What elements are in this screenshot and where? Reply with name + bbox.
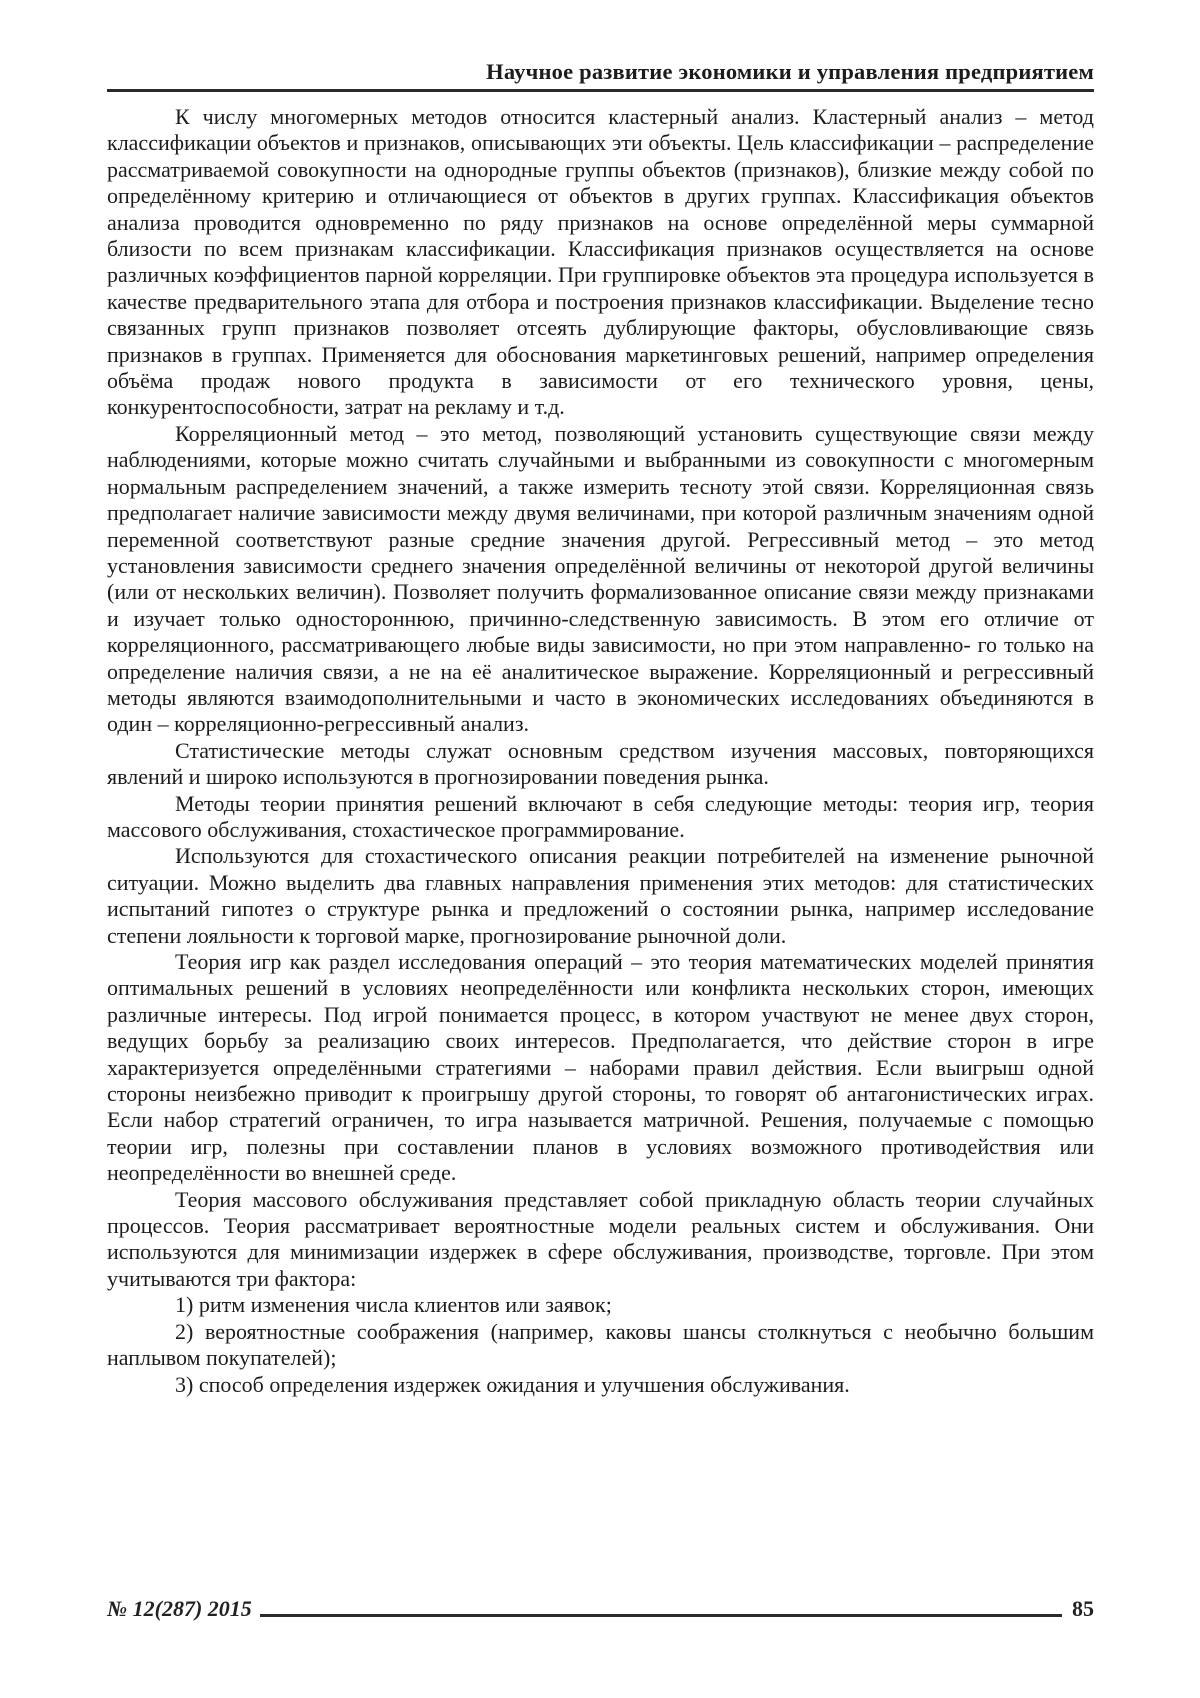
page-footer [107, 1596, 1094, 1622]
footer-rule [260, 1614, 1062, 1617]
page-number: 85 [1072, 1596, 1094, 1621]
list-item-2: 2) вероятностные соображения (например, каковы шансы столкнуться с необычно большим наплывом покупателей); [107, 1318, 1094, 1371]
list-item-1: 1) ритм изменения числа клиентов или заявок; [175, 1292, 612, 1318]
running-header-title: Научное развитие экономики и управления предприятием [486, 59, 1094, 84]
journal-issue-number: № 12(287) 2015 [107, 1596, 252, 1621]
article-body [107, 104, 1094, 1398]
paragraph-queueing-theory: Теория массового обслуживания представляет собой прикладную область теории случайных процессов. Теория рассматривает вероятностные модели реальных систем и обслуживания. Они используются для минимизации издержек в сфере обслуживания, производстве, торговле. При этом учитываются три фактора: [107, 1186, 1094, 1291]
page-content [107, 58, 1094, 1398]
paragraph-game-theory: Теория игр как раздел исследования операций – это теория математических моделей принятия оптимальных решений в условиях неопределённости или конфликта нескольких сторон, имеющих различные интересы. Под игрой понимается процесс, в котором участвуют не менее двух сторон, ведущих борьбу за реализацию своих интересов. Предполагается, что действие сторон в игре характеризуется определёнными стратегиями – наборами правил действия. Если выигрыш одной стороны неизбежно приводит к проигрышу другой стороны, то говорят об антагонистических играх. Если набор стратегий ограничен, то игра называется матричной. Решения, получаемые с помощью теории игр, полезны при составлении планов в условиях возможного противодействия или неопределённости во внешней среде. [107, 949, 1094, 1186]
paragraph-correlation-method: Корреляционный метод – это метод, позволяющий установить существующие связи между наблюдениями, которые можно считать случайными и выбранными из совокупности с многомерным нормальным распределением значений, а также измерить тесноту этой связи. Корреляционная связь предполагает наличие зависимости между двумя величинами, при которой различным значениям одной переменной соответствуют разные средние значения другой. Регрессивный метод – это метод установления зависимости среднего значения определённой величины от некоторой другой величины (или от нескольких величин). Позволяет получить формализованное описание связи между признаками и изучает только одностороннюю, причинно-следственную зависимость. В этом его отличие от корреляционного, рассматривающего любые виды зависимости, но при этом направленно- го только на определение наличия связи, а не на её аналитическое выражение. Корреляционный и регрессивный методы являются взаимодополнительными и часто в экономических исследованиях объединяются в один – корреляционно-регрессивный анализ. [107, 420, 1094, 737]
list-item-3: 3) способ определения издержек ожидания и улучшения обслуживания. [175, 1371, 850, 1397]
running-header [107, 58, 1094, 92]
paragraph-statistical-methods: Статистические методы служат основным средством изучения массовых, повторяющихся явлений и широко используются в прогнозировании поведения рынка. [107, 737, 1094, 790]
paragraph-decision-theory-methods: Методы теории принятия решений включают в себя следующие методы: теория игр, теория массового обслуживания, стохастическое программирование. [107, 790, 1094, 842]
paragraph-cluster-analysis: К числу многомерных методов относится кластерный анализ. Кластерный анализ – метод классификации объектов и признаков, описывающих эти объекты. Цель классификации – распределение рассматриваемой совокупности на однородные группы объектов (признаков), близкие между собой по определённому критерию и отличающиеся от объектов в других группах. Классификация объектов анализа проводится одновременно по ряду признаков на основе определённой меры суммарной близости по всем признакам классификации. Классификация признаков осуществляется на основе различных коэффициентов парной корреляции. При группировке объектов эта процедура используется в качестве предварительного этапа для отбора и построения признаков классификации. Выделение тесно связанных групп признаков позволяет отсеять дублирующие факторы, обусловливающие связь признаков в группах. Применяется для обоснования маркетинговых решений, например определения объёма продаж нового продукта в зависимости от его технического уровня, цены, конкурентоспособности, затрат на рекламу и т.д. [107, 104, 1094, 420]
paragraph-stochastic-description: Используются для стохастического описания реакции потребителей на изменение рыночной ситуации. Можно выделить два главных направления применения этих методов: для статистических испытаний гипотез о структуре рынка и предложений о состоянии рынка, например исследование степени лояльности к торговой марке, прогнозирование рыночной доли. [107, 843, 1094, 948]
